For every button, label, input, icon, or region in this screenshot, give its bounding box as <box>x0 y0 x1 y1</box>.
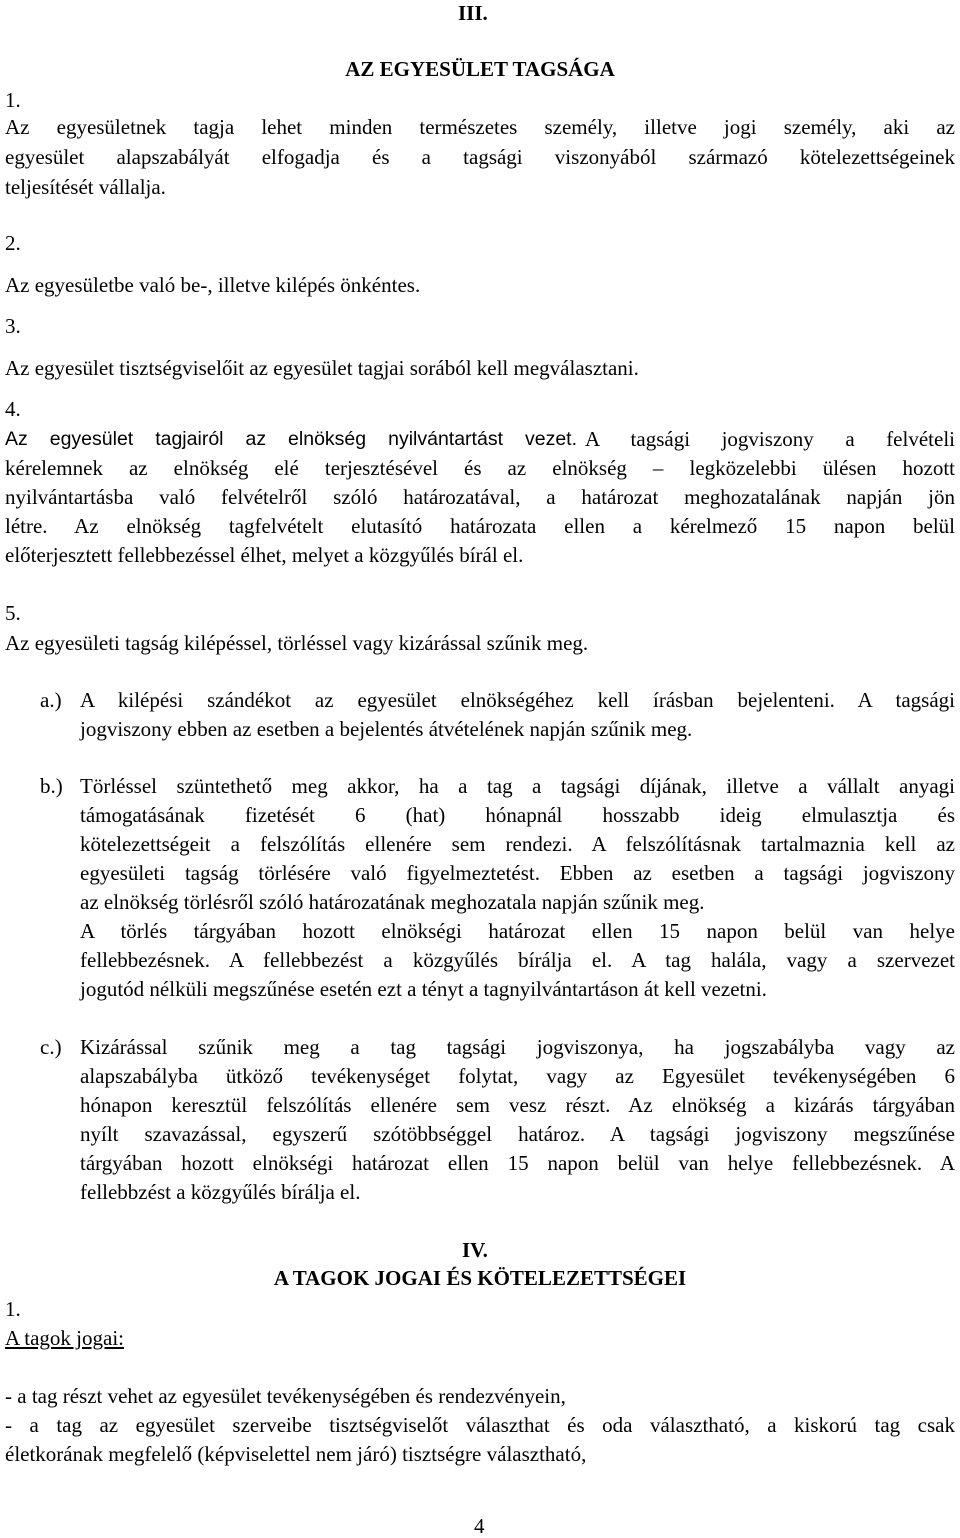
item-line: A kilépési szándékot az egyesület elnökségéhez kell írásban bejelenteni. A tagsági <box>80 688 955 712</box>
paragraph-line: létre. Az elnökség tagfelvételt elutasító határozata ellen a kérelmező 15 napon belül <box>5 514 955 538</box>
paragraph-line: Az egyesületnek tagja lehet minden természetes személy, illetve jogi személy, aki az <box>5 115 955 139</box>
item-line: alapszabályba ütköző tevékenységet folytat, vagy az Egyesület tevékenységében 6 <box>80 1064 955 1088</box>
page-number: 4 <box>474 1514 485 1538</box>
paragraph-number: 1. <box>5 88 21 112</box>
item-line: Törléssel szüntethető meg akkor, ha a tag a tagsági díjának, illetve a vállalt anyagi <box>80 774 955 798</box>
chapter-number: IV. <box>462 1238 488 1262</box>
item-line: fellebbzést a közgyűlés bírálja el. <box>80 1180 361 1204</box>
item-line: A törlés tárgyában hozott elnökségi határozat ellen 15 napon belül van helye <box>80 919 955 943</box>
paragraph-line: kérelemnek az elnökség elé terjesztésével és az elnökség – legközelebbi ülésen hozott <box>5 456 955 480</box>
item-line: fellebbezésnek. A fellebbezést a közgyűlés bírálja el. A tag halála, vagy a szervezet <box>80 948 955 972</box>
item-label: a.) <box>40 688 62 712</box>
paragraph-line: előterjesztett fellebbezéssel élhet, melyet a közgyűlés bírál el. <box>5 543 524 567</box>
paragraph-text: Az egyesületi tagság kilépéssel, törléssel vagy kizárással szűnik meg. <box>5 631 589 655</box>
item-line: jogutód nélküli megszűnése esetén ezt a tényt a tagnyilvántartáson át kell vezetni. <box>80 977 767 1001</box>
paragraph-line-sans: Az egyesület tagjairól az elnökség nyilvántartást vezet. <box>5 428 577 450</box>
paragraph-number: 1. <box>5 1297 21 1321</box>
list-item: - a tag az egyesület szerveibe tisztségviselőt választhat és oda választható, a kiskorú tag csak <box>5 1413 955 1437</box>
paragraph-line: egyesület alapszabályát elfogadja és a tagsági viszonyából származó kötelezettségeinek <box>5 145 955 169</box>
list-item: - a tag részt vehet az egyesület tevékenységében és rendezvényein, <box>5 1384 566 1408</box>
chapter-title: AZ EGYESÜLET TAGSÁGA <box>345 57 615 81</box>
paragraph-line: A tagsági jogviszony a felvételi <box>585 427 955 451</box>
paragraph-number: 2. <box>5 231 21 255</box>
item-line: az elnökség törlésről szóló határozatának meghozatala napján szűnik meg. <box>80 890 705 914</box>
list-item: életkorának megfelelő (képviselettel nem járó) tisztségre választható, <box>5 1442 587 1466</box>
chapter-number: III. <box>458 1 488 25</box>
item-label: c.) <box>40 1035 62 1059</box>
item-label: b.) <box>40 774 63 798</box>
paragraph-number: 4. <box>5 397 21 421</box>
paragraph-text: Az egyesületbe való be-, illetve kilépés önkéntes. <box>5 273 421 297</box>
item-line: nyílt szavazással, egyszerű szótöbbséggel határoz. A tagsági jogviszony megszűnése <box>80 1122 955 1146</box>
chapter-title: A TAGOK JOGAI ÉS KÖTELEZETTSÉGEI <box>273 1266 687 1290</box>
item-line: hónapon keresztül felszólítás ellenére sem vesz részt. Az elnökség a kizárás tárgyában <box>80 1093 955 1117</box>
paragraph-line: teljesítését vállalja. <box>5 175 166 199</box>
subheading: A tagok jogai: <box>5 1326 124 1350</box>
item-line: kötelezettségeit a felszólítás ellenére sem rendezi. A felszólításnak tartalmaznia kell az <box>80 832 955 856</box>
paragraph-text: Az egyesület tisztségviselőit az egyesület tagjai sorából kell megválasztani. <box>5 356 639 380</box>
paragraph-number: 3. <box>5 314 21 338</box>
item-line: Kizárással szűnik meg a tag tagsági jogviszonya, ha jogszabályba vagy az <box>80 1035 955 1059</box>
item-line: jogviszony ebben az esetben a bejelentés átvételének napján szűnik meg. <box>80 717 693 741</box>
item-line: tárgyában hozott elnökségi határozat ellen 15 napon belül van helye fellebbezésnek. A <box>80 1151 955 1175</box>
paragraph-line: nyilvántartásba való felvételről szóló határozatával, a határozat meghozatalának napján jön <box>5 485 955 509</box>
paragraph-number: 5. <box>5 601 21 625</box>
item-line: támogatásának fizetését 6 (hat) hónapnál hosszabb ideig elmulasztja és <box>80 803 955 827</box>
item-line: egyesületi tagság törlésére való figyelmeztetést. Ebben az esetben a tagsági jogviszony <box>80 861 955 885</box>
